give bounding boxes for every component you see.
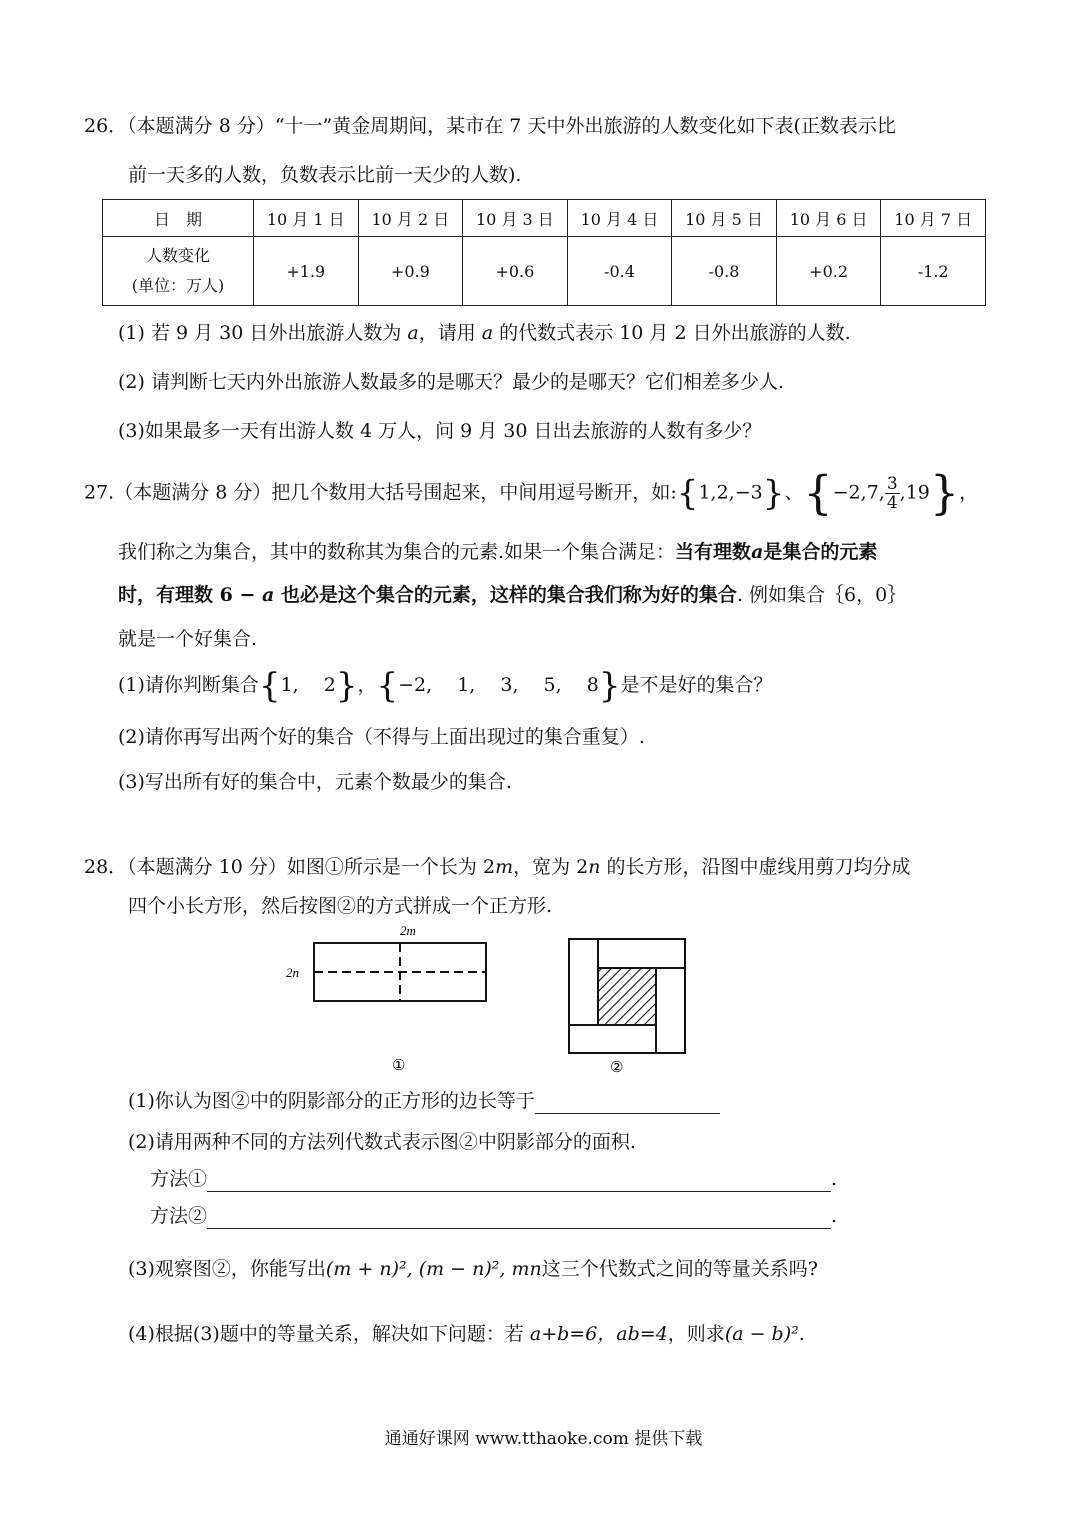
table-value-cell: +0.2 bbox=[776, 237, 881, 306]
q27-l3-text: . 例如集合｛6，0｝ bbox=[736, 584, 907, 606]
q27-sep: 、 bbox=[784, 481, 804, 504]
row-label-line2: (单位：万人) bbox=[131, 276, 225, 295]
table-date-cell: 10 月 5 日 bbox=[672, 200, 777, 237]
q28-var-m: m bbox=[495, 856, 514, 878]
brace-close: } bbox=[762, 473, 785, 514]
q26-line2: 前一天多的人数，负数表示比前一天少的人数). bbox=[128, 164, 522, 186]
q27-line4: 就是一个好集合. bbox=[118, 628, 258, 650]
table-value-cell: +1.9 bbox=[254, 237, 359, 306]
fraction-numerator: 3 bbox=[886, 474, 898, 494]
q27-intro-text: 27.（本题满分 8 分）把几个数用大括号围起来，中间用逗号断开，如: bbox=[84, 481, 677, 504]
q28-p4-expression1: a+b=6，ab=4 bbox=[529, 1323, 668, 1345]
table-row-label bbox=[103, 237, 254, 306]
q28-p3-text-b: 这三个代数式之间的等量关系吗? bbox=[541, 1258, 818, 1280]
table-date-cell: 10 月 1 日 bbox=[254, 200, 359, 237]
q27-l2-text: 我们称之为集合，其中的数称其为集合的元素.如果一个集合满足： bbox=[118, 541, 676, 563]
figure-1-rectangle bbox=[280, 918, 500, 1078]
fraction-denominator: 4 bbox=[886, 493, 898, 513]
table-row bbox=[103, 237, 986, 306]
q27-comma: ， bbox=[959, 481, 979, 504]
q27-part1 bbox=[118, 666, 773, 706]
q28-l1-text-b: ，宽为 2 bbox=[513, 856, 589, 878]
q27-line3 bbox=[118, 582, 906, 608]
period: . bbox=[831, 1168, 838, 1190]
brace-close-2: } bbox=[929, 465, 960, 520]
q28-part3 bbox=[128, 1256, 818, 1282]
q26-p1-text-c: 的代数式表示 10 月 2 日外出旅游的人数. bbox=[493, 322, 851, 344]
q27-part2: (2)请你再写出两个好的集合（不得与上面出现过的集合重复）. bbox=[118, 726, 645, 748]
q27-l2-bold-b: 是集合的元素 bbox=[763, 541, 878, 563]
table-value-cell: -1.2 bbox=[881, 237, 986, 306]
fig1-top-label: 2m bbox=[400, 923, 416, 938]
q28-p4-text-b: ，则求 bbox=[667, 1323, 725, 1345]
fig2-caption: ② bbox=[610, 1058, 624, 1076]
table-date-cell: 10 月 7 日 bbox=[881, 200, 986, 237]
method1-label: 方法① bbox=[150, 1168, 208, 1190]
method2-blank[interactable] bbox=[207, 1208, 831, 1229]
table-date-cell: 10 月 6 日 bbox=[776, 200, 881, 237]
q28-line1 bbox=[84, 854, 911, 880]
q27-set1: 1,2,−3 bbox=[698, 481, 763, 504]
q27-l3-bold-a: 时，有理数 6 − bbox=[118, 584, 262, 606]
q28-l1-text-a: 28．（本题满分 10 分）如图①所示是一个长为 2 bbox=[84, 856, 496, 878]
table-value-cell: +0.9 bbox=[358, 237, 463, 306]
brace-open-2: { bbox=[803, 465, 833, 520]
q28-part2: (2)请用两种不同的方法列代数式表示图②中阴影部分的面积. bbox=[128, 1131, 636, 1153]
table-header-label: 日 期 bbox=[103, 200, 254, 237]
q28-p4-text-c: . bbox=[798, 1323, 805, 1345]
q27-p1-mid: ， bbox=[357, 674, 377, 696]
q28-var-n: n bbox=[588, 856, 601, 878]
q28-p3-text-a: (3)观察图②，你能写出 bbox=[128, 1258, 326, 1280]
q26-part3: (3)如果最多一天有出游人数 4 万人，问 9 月 30 日出去旅游的人数有多少？ bbox=[118, 420, 762, 442]
table-date-cell: 10 月 3 日 bbox=[463, 200, 568, 237]
q27-p1-set2: −2, 1, 3, 5, 8 bbox=[398, 674, 599, 696]
q28-method1 bbox=[150, 1166, 837, 1192]
q27-p1-text-a: (1)请你判断集合 bbox=[118, 674, 259, 696]
fig1-left-label: 2n bbox=[286, 965, 299, 980]
q26-part2: (2) 请判断七天内外出旅游人数最多的是哪天？最少的是哪天？它们相差多少人. bbox=[118, 371, 784, 393]
brace-open: { bbox=[676, 473, 699, 514]
brace-close-3: } bbox=[335, 666, 358, 706]
q27-l2-var: a bbox=[751, 541, 764, 563]
method2-label: 方法② bbox=[150, 1205, 208, 1227]
q28-part1 bbox=[128, 1088, 720, 1114]
table-date-cell: 10 月 4 日 bbox=[567, 200, 672, 237]
q26-line1: 26．（本题满分 8 分）“十一”黄金周期间，某市在 7 天中外出旅游的人数变化如下表(正数表示比 bbox=[84, 115, 896, 137]
q26-p1-text-b: ，请用 bbox=[418, 322, 482, 344]
q28-p3-expression: (m + n)², (m − n)², mn bbox=[325, 1258, 542, 1280]
q27-l3-var: a bbox=[262, 584, 275, 606]
q28-p4-text-a: (4)根据(3)题中的等量关系，解决如下问题：若 bbox=[128, 1323, 530, 1345]
q27-p1-text-b: 是不是好的集合？ bbox=[620, 674, 773, 696]
table-date-cell: 10 月 2 日 bbox=[358, 200, 463, 237]
q28-method2 bbox=[150, 1203, 837, 1229]
q27-set2-b: ,19 bbox=[899, 481, 930, 504]
brace-open-3: { bbox=[258, 666, 281, 706]
fraction bbox=[885, 475, 900, 512]
q26-p1-var2: a bbox=[481, 322, 494, 344]
q28-line2: 四个小长方形，然后按图②的方式拼成一个正方形. bbox=[128, 895, 553, 917]
q27-intro bbox=[84, 465, 979, 520]
table-value-cell: -0.4 bbox=[567, 237, 672, 306]
fig2-shaded-square bbox=[598, 968, 656, 1025]
q26-p1-text-a: (1) 若 9 月 30 日外出旅游人数为 bbox=[118, 322, 408, 344]
q26-p1-var: a bbox=[407, 322, 419, 344]
fig1-caption: ① bbox=[392, 1056, 406, 1074]
q28-l1-text-c: 的长方形，沿图中虚线用剪刀均分成 bbox=[600, 856, 911, 878]
q27-line2 bbox=[118, 539, 877, 565]
q26-part1 bbox=[118, 320, 851, 346]
q26-table bbox=[102, 199, 986, 306]
q28-part4 bbox=[128, 1321, 805, 1347]
brace-open-4: { bbox=[376, 666, 399, 706]
table-value-cell: -0.8 bbox=[672, 237, 777, 306]
method1-blank[interactable] bbox=[207, 1171, 831, 1192]
answer-blank[interactable] bbox=[535, 1093, 720, 1114]
q27-l3-bold-b: 也必是这个集合的元素，这样的集合我们称为好的集合 bbox=[274, 584, 737, 606]
q27-p1-set1: 1, 2 bbox=[280, 674, 336, 696]
q27-set2-a: −2,7, bbox=[832, 481, 885, 504]
brace-close-4: } bbox=[598, 666, 621, 706]
period: . bbox=[831, 1205, 838, 1227]
row-label-line1: 人数变化 bbox=[145, 246, 210, 265]
q28-p4-expression2: (a − b)² bbox=[724, 1323, 799, 1345]
table-row bbox=[103, 200, 986, 237]
page-footer: 通通好课网 www.tthaoke.com 提供下载 bbox=[384, 1429, 703, 1449]
q27-l2-bold-a: 当有理数 bbox=[675, 541, 752, 563]
q27-part3: (3)写出所有好的集合中，元素个数最少的集合. bbox=[118, 771, 512, 793]
figure-2-square bbox=[560, 930, 700, 1080]
table-value-cell: +0.6 bbox=[463, 237, 568, 306]
q28-p1-text: (1)你认为图②中的阴影部分的正方形的边长等于 bbox=[128, 1090, 535, 1112]
